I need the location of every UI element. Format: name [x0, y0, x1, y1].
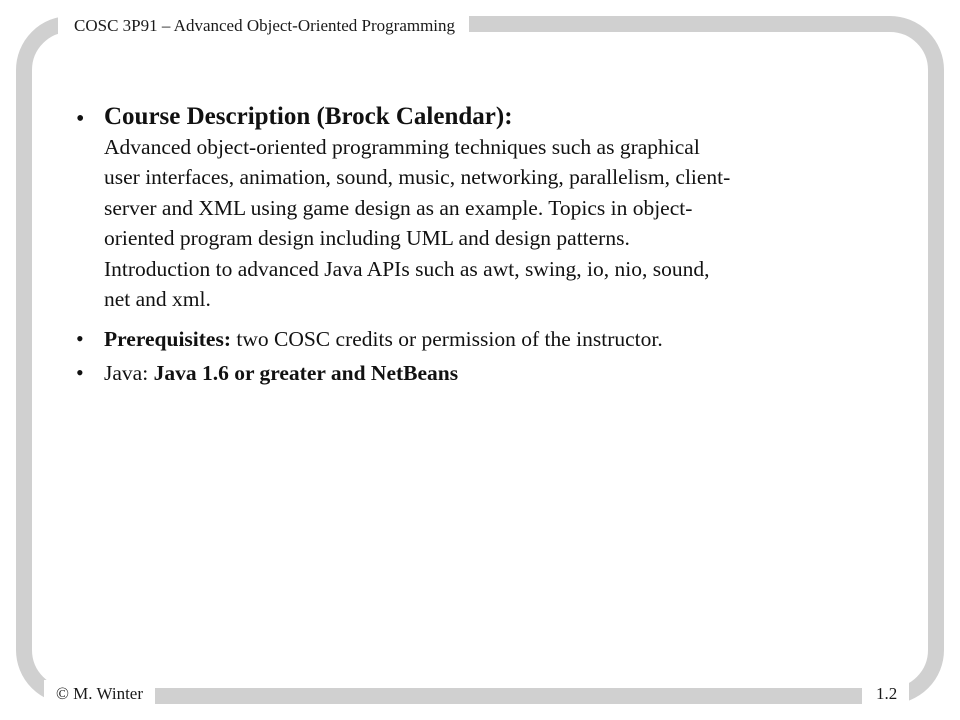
description-line: Advanced object-oriented programming techniques such as graphical [104, 135, 700, 159]
slide-content [72, 102, 862, 388]
bullet-prerequisites [72, 324, 862, 354]
description-line: server and XML using game design as an example. Topics in object- [104, 195, 693, 220]
description-line: user interfaces, animation, sound, music, networking, parallelism, client- [104, 165, 731, 190]
course-title: COSC 3P91 – Advanced Object-Oriented Programming [58, 12, 469, 40]
copyright-notice: © M. Winter [44, 680, 155, 708]
bullet-marker: • [76, 106, 85, 132]
description-line: Introduction to advanced Java APIs such as awt, swing, io, nio, sound, [104, 256, 710, 281]
java-value: Java 1.6 or greater and NetBeans [153, 361, 459, 386]
description-heading: Course Description (Brock Calendar): [104, 103, 513, 130]
java-label: Java: [104, 361, 154, 386]
bullet-java [72, 358, 862, 388]
description-line: net and xml. [104, 287, 211, 312]
prerequisites-text: two COSC credits or permission of the instructor. [230, 327, 663, 352]
description-line: oriented program design including UML and design patterns. [104, 226, 630, 251]
prerequisites-label: Prerequisites: [104, 327, 231, 352]
bullet-marker: • [76, 360, 84, 386]
bullet-marker: • [76, 326, 84, 352]
bullet-course-description [72, 102, 862, 314]
page-number: 1.2 [862, 680, 909, 708]
